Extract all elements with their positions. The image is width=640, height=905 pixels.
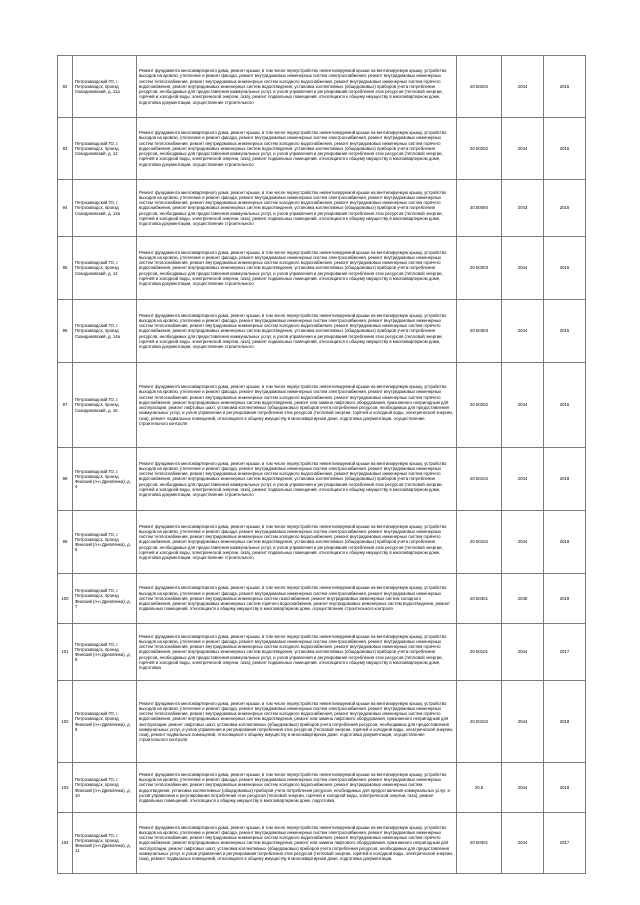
works-description: [137, 511, 457, 574]
building-address: Петрозаводский ГО, г. Петрозаводск, проезд Скандинавский, д. 12а: [73, 180, 137, 237]
cost-code: 20.50303: [457, 300, 502, 363]
year-b: 2018: [544, 763, 586, 813]
table-row: [58, 763, 586, 813]
building-address: Петрозаводский ГО, г. Петрозаводск, проезд Скандинавский, д. 14: [73, 237, 137, 300]
row-number: 96: [58, 300, 73, 363]
table-row: [58, 574, 586, 624]
row-number: 94: [58, 180, 73, 237]
table-row: [58, 511, 586, 574]
building-address: Петрозаводский ГО, г. Петрозаводск, проезд Скандинавский, д. 16: [73, 363, 137, 448]
year-a: 2044: [502, 448, 544, 511]
works-description-text: Ремонт фундамента многоквартирного дома, ремонт крыши, в том числе переустройство невентилируемой крыши на вентилируемую крышу, устройство выходов на кровлю, утепление и ремонт фасада, ремонт внутридомовых инженерных систем электроснабжения, ремонт внутридомовых инженерных систем теплоснабжения, ремонт внутридомовых инженерных систем холодного водоснабжения, ремонт внутридомовых инженерных систем горячего водоснабжения, ремонт внутридомовых инженерных систем водоотведения, установка коллективных (общедомовых) приборов учета потребления ресурсов, необходимых для предоставления коммунальных услуг, и узлов управления и регулирования потребления этих ресурсов (тепловой энергии, горячей и холодной воды, электрической энергии, газа), ремонт подвальных помещений, относящихся к общему имуществу в многоквартирном доме, подготовка: [139, 633, 447, 671]
table-row: [58, 180, 586, 237]
year-b: 2018: [544, 681, 586, 763]
row-number: 103: [58, 763, 73, 813]
cost-code: 20.5: [457, 763, 502, 813]
year-a: 2044: [502, 624, 544, 681]
year-b: 2016: [544, 56, 586, 118]
works-description-text: Ремонт фундамента многоквартирного дома, ремонт крыши, в том числе переустройство невентилируемой крыши на вентилируемую крышу, устройство выходов на кровлю, утепление и ремонт фасада, ремонт внутридомовых инженерных систем электроснабжения, ремонт внутридомовых инженерных систем теплоснабжения, ремонт внутридомовых инженерных систем холодного водоснабжения, ремонт внутридомовых инженерных систем горячего водоснабжения, ремонт внутридомовых инженерных систем водоотведения, ремонт или замена лифтового оборудования, признанного непригодным для эксплуатации, ремонт лифтовых шахт, установка коллективных (общедомовых) приборов учета потребления ресурсов, необходимых для предоставления коммунальных услуг, и узлов управления и регулирования потребления этих ресурсов (тепловой энергии, горячей и холодной воды, электрической энергии, газа), ремонт подвальных помещений, относящихся к общему имуществу в многоквартирном доме, подготовка документации, осуществление строительного контроля: [139, 384, 454, 426]
works-description-text: Ремонт фундамента многоквартирного дома, ремонт крыши, в том числе переустройство невентилируемой крыши на вентилируемую крышу, устройство выходов на кровлю, утепление и ремонт фасада, ремонт внутридомовых инженерных систем электроснабжения, ремонт внутридомовых инженерных систем теплоснабжения, ремонт внутридомовых инженерных систем холодного водоснабжения, ремонт внутридомовых инженерных систем горячего водоснабжения, ремонт внутридомовых инженерных систем водоотведения, установка коллективных (общедомовых) приборов учета потребления ресурсов, необходимых для предоставления коммунальных услуг, и узлов управления и регулирования потребления этих ресурсов (тепловой энергии, горячей и холодной воды, электрической энергии, газа), ремонт подвальных помещений, относящихся к общему имуществу в многоквартирном доме, подготовка документации, осуществление строительного: [139, 460, 447, 498]
row-number: 101: [58, 624, 73, 681]
works-description: [137, 813, 457, 874]
year-a: 2043: [502, 180, 544, 237]
table-row: [58, 448, 586, 511]
row-number: 98: [58, 448, 73, 511]
works-description: [137, 763, 457, 813]
row-number: 99: [58, 511, 73, 574]
table-row: [58, 237, 586, 300]
year-a: 2044: [502, 681, 544, 763]
works-description-text: Ремонт фундамента многоквартирного дома, ремонт крыши, в том числе переустройство невентилируемой крыши на вентилируемую крышу, устройство выходов на кровлю, утепление и ремонт фасада, ремонт внутридомовых инженерных систем электроснабжения, ремонт внутридомовых инженерных систем теплоснабжения, ремонт внутридомовых инженерных систем холодного водоснабжения, ремонт внутридомовых инженерных систем водоотведения, установка коллективных (общедомовых) приборов учета потребления ресурсов, необходимых для предоставления коммунальных услуг, и узлов управления и регулирования потребления этих ресурсов (тепловой энергии, горячей и холодной воды, электрической энергии, газа), ремонт подвальных помещений, относящихся к общему имуществу в многоквартирном доме, подготовка: [139, 771, 450, 803]
year-a: 2044: [502, 237, 544, 300]
year-a: 2044: [502, 56, 544, 118]
building-address: Петрозаводский ГО, г. Петрозаводск, проезд Финский (п-н Древлянка), д. 7: [73, 574, 137, 624]
table-row: [58, 813, 586, 874]
building-address: Петрозаводский ГО, г. Петрозаводск, проезд Финский (п-н Древлянка), д. 6: [73, 511, 137, 574]
cost-code: 20.50102: [457, 681, 502, 763]
table-row: [58, 300, 586, 363]
cost-code: 20.50202: [457, 363, 502, 448]
works-description: [137, 118, 457, 180]
year-a: 2044: [502, 363, 544, 448]
year-b: 2016: [544, 118, 586, 180]
row-number: 102: [58, 681, 73, 763]
building-address: Петрозаводский ГО, г. Петрозаводск, проезд Финский (п-н Древлянка), д. 8: [73, 624, 137, 681]
building-address: Петрозаводский ГО, г. Петрозаводск, проезд Финский (п-н Древлянка), д. 4: [73, 448, 137, 511]
year-b: 2017: [544, 624, 586, 681]
table-row: [58, 681, 586, 763]
works-description-text: Ремонт фундамента многоквартирного дома, ремонт крыши, в том числе переустройство невентилируемой крыши на вентилируемую крышу, устройство выходов на кровлю, утепление и ремонт фасада, ремонт внутридомовых инженерных систем электроснабжения, ремонт внутридомовых инженерных систем теплоснабжения, ремонт внутридомовых инженерных систем холодного водоснабжения, ремонт внутридомовых инженерных систем горячего водоснабжения, ремонт внутридомовых инженерных систем водоотведения, установка коллективных (общедомовых) приборов учета потребления ресурсов, необходимых для предоставления коммунальных услуг, и узлов управления и регулирования потребления этих ресурсов (тепловой энергии, горячей и холодной воды, электрической энергии, газа), ремонт подвальных помещений, относящихся к общему имуществу в многоквартирном доме, подготовка документации, осуществление строительного: [139, 249, 447, 287]
row-number: 93: [58, 118, 73, 180]
year-b: 2016: [544, 300, 586, 363]
row-number: 97: [58, 363, 73, 448]
works-description-text: Ремонт фундамента многоквартирного дома, ремонт крыши, в том числе переустройство невентилируемой крыши на вентилируемую крышу, устройство выходов на кровлю, утепление и ремонт фасада, ремонт внутридомовых инженерных систем электроснабжения, ремонт внутридомовых инженерных систем теплоснабжения, ремонт внутридомовых инженерных систем газоснабжения, ремонт внутридомовых инженерных систем холодного водоснабжения, ремонт внутридомовых инженерных систем горячего водоснабжения, ремонт внутридомовых инженерных систем водоотведения, ремонт подвальных помещений, относящихся к общему имуществу в многоквартирном доме, осуществление строительного контроля: [139, 585, 450, 612]
works-description-text: Ремонт фундамента многоквартирного дома, ремонт крыши, в том числе переустройство невентилируемой крыши на вентилируемую крышу, устройство выходов на кровлю, утепление и ремонт фасада, ремонт внутридомовых инженерных систем электроснабжения, ремонт внутридомовых инженерных систем теплоснабжения, ремонт внутридомовых инженерных систем холодного водоснабжения, ремонт внутридомовых инженерных систем горячего водоснабжения, ремонт внутридомовых инженерных систем водоотведения, установка коллективных (общедомовых) приборов учета потребления ресурсов, необходимых для предоставления коммунальных услуг, и узлов управления и регулирования потребления этих ресурсов (тепловой энергии, горячей и холодной воды, электрической энергии, газа), ремонт подвальных помещений, относящихся к общему имуществу в многоквартирном доме, подготовка документации, осуществление строительного: [139, 68, 447, 105]
cost-code: 20.50202: [457, 56, 502, 118]
row-number: 92: [58, 56, 73, 118]
building-address: Петрозаводский ГО, г. Петрозаводск, проезд Скандинавский, д. 11а: [73, 56, 137, 118]
building-address: Петрозаводский ГО, г. Петрозаводск, проезд Скандинавский, д. 12: [73, 118, 137, 180]
cost-code: 20.50102: [457, 511, 502, 574]
works-description-text: Ремонт фундамента многоквартирного дома, ремонт крыши, в том числе переустройство невентилируемой крыши на вентилируемую крышу, устройство выходов на кровлю, утепление и ремонт фасада, ремонт внутридомовых инженерных систем электроснабжения, ремонт внутридомовых инженерных систем теплоснабжения, ремонт внутридомовых инженерных систем холодного водоснабжения, ремонт внутридомовых инженерных систем горячего водоснабжения, ремонт внутридомовых инженерных систем водоотведения, установка коллективных (общедомовых) приборов учета потребления ресурсов, необходимых для предоставления коммунальных услуг, и узлов управления и регулирования потребления этих ресурсов (тепловой энергии, горячей и холодной воды, электрической энергии, газа), ремонт подвальных помещений, относящихся к общему имуществу в многоквартирном доме, подготовка документации, осуществление строительного: [139, 189, 447, 227]
year-b: 2016: [544, 180, 586, 237]
year-b: 2018: [544, 448, 586, 511]
works-description: [137, 363, 457, 448]
works-description: [137, 448, 457, 511]
works-description: [137, 180, 457, 237]
year-a: 2044: [502, 813, 544, 874]
cost-code: 20.50101: [457, 624, 502, 681]
building-address: Петрозаводский ГО, г. Петрозаводск, проезд Скандинавский, д. 14а: [73, 300, 137, 363]
building-address: Петрозаводский ГО, г. Петрозаводск, проезд Финский (п-н Древлянка), д. 11: [73, 813, 137, 874]
building-address: Петрозаводский ГО, г. Петрозаводск, проезд Финский (п-н Древлянка), д. 9: [73, 681, 137, 763]
repair-program-table: [57, 55, 586, 874]
works-description-text: Ремонт фундамента многоквартирного дома, ремонт крыши, в том числе переустройство невентилируемой крыши на вентилируемую крышу, устройство выходов на кровлю, утепление и ремонт фасада, ремонт внутридомовых инженерных систем электроснабжения, ремонт внутридомовых инженерных систем теплоснабжения, ремонт внутридомовых инженерных систем холодного водоснабжения, ремонт внутридомовых инженерных систем горячего водоснабжения, ремонт внутридомовых инженерных систем водоотведения, установка коллективных (общедомовых) приборов учета потребления ресурсов, необходимых для предоставления коммунальных услуг, и узлов управления и регулирования потребления этих ресурсов (тепловой энергии, горячей и холодной воды, электрической энергии, газа), ремонт подвальных помещений, относящихся к общему имуществу в многоквартирном доме, подготовка документации, осуществление строительного: [139, 130, 447, 167]
works-description: [137, 681, 457, 763]
cost-code: 20.50301: [457, 813, 502, 874]
year-a: 2044: [502, 511, 544, 574]
works-description: [137, 574, 457, 624]
cost-code: 20.50202: [457, 118, 502, 180]
row-number: 104: [58, 813, 73, 874]
cost-code: 20.50301: [457, 574, 502, 624]
table-row: [58, 56, 586, 118]
row-number: 100: [58, 574, 73, 624]
table-row: [58, 624, 586, 681]
year-b: 2016: [544, 237, 586, 300]
row-number: 95: [58, 237, 73, 300]
year-a: 2044: [502, 118, 544, 180]
works-description-text: Ремонт фундамента многоквартирного дома, ремонт крыши, в том числе переустройство невентилируемой крыши на вентилируемую крышу, устройство выходов на кровлю, утепление и ремонт фасада, ремонт внутридомовых инженерных систем электроснабжения, ремонт внутридомовых инженерных систем теплоснабжения, ремонт внутридомовых инженерных систем холодного водоснабжения, ремонт внутридомовых инженерных систем горячего водоснабжения, ремонт внутридомовых инженерных систем водоотведения, установка коллективных (общедомовых) приборов учета потребления ресурсов, необходимых для предоставления коммунальных услуг, и узлов управления и регулирования потребления этих ресурсов (тепловой энергии, горячей и холодной воды, электрической энергии, газа), ремонт подвальных помещений, относящихся к общему имуществу в многоквартирном доме, подготовка документации, осуществление строительного: [139, 312, 447, 350]
works-description: [137, 56, 457, 118]
year-b: 2017: [544, 813, 586, 874]
works-description-text: Ремонт фундамента многоквартирного дома, ремонт крыши, в том числе переустройство невентилируемой крыши на вентилируемую крышу, устройство выходов на кровлю, утепление и ремонт фасада, ремонт внутридомовых инженерных систем электроснабжения, ремонт внутридомовых инженерных систем теплоснабжения, ремонт внутридомовых инженерных систем холодного водоснабжения, ремонт внутридомовых инженерных систем горячего водоснабжения, ремонт внутридомовых инженерных систем водоотведения, установка коллективных (общедомовых) приборов учета потребления ресурсов, необходимых для предоставления коммунальных услуг, и узлов управления и регулирования потребления этих ресурсов (тепловой энергии, горячей и холодной воды, электрической энергии, газа), ремонт подвальных помещений, относящихся к общему имуществу в многоквартирном доме, подготовка документации, осуществление строительного: [139, 523, 447, 561]
cost-code: 20.50102: [457, 448, 502, 511]
works-description-text: Ремонт фундамента многоквартирного дома, ремонт крыши, в том числе переустройство невентилируемой крыши на вентилируемую крышу, устройство выходов на кровлю, утепление и ремонт фасада, ремонт внутридомовых инженерных систем электроснабжения, ремонт внутридомовых инженерных систем теплоснабжения, ремонт внутридомовых инженерных систем холодного водоснабжения, ремонт внутридомовых инженерных систем горячего водоснабжения, ремонт внутридомовых инженерных систем водоотведения, ремонт или замена лифтового оборудования, признанного непригодным для эксплуатации, ремонт лифтовых шахт, установка коллективных (общедомовых) приборов учета потребления ресурсов, необходимых для предоставления коммунальных услуг, и узлов управления и регулирования потребления этих ресурсов (тепловой энергии, горячей и холодной воды, электрической энергии, газа), ремонт подвальных помещений, относящихся к общему имуществу в многоквартирном доме, подготовка документации,: [139, 824, 454, 862]
building-address: Петрозаводский ГО, г. Петрозаводск, проезд Финский (п-н Древлянка), д. 10: [73, 763, 137, 813]
year-a: 2045: [502, 574, 544, 624]
year-b: 2018: [544, 511, 586, 574]
works-description-text: Ремонт фундамента многоквартирного дома, ремонт крыши, в том числе переустройство невентилируемой крыши на вентилируемую крышу, устройство выходов на кровлю, утепление и ремонт фасада, ремонт внутридомовых инженерных систем электроснабжения, ремонт внутридомовых инженерных систем теплоснабжения, ремонт внутридомовых инженерных систем холодного водоснабжения, ремонт внутридомовых инженерных систем горячего водоснабжения, ремонт внутридомовых инженерных систем водоотведения, ремонт или замена лифтового оборудования, признанного непригодным для эксплуатации, ремонт лифтовых шахт, установка коллективных (общедомовых) приборов учета потребления ресурсов, необходимых для предоставления коммунальных услуг, и узлов управления и регулирования потребления этих ресурсов (тепловой энергии, горячей и холодной воды, электрической энергии, газа), ремонт подвальных помещений, относящихся к общему имуществу в многоквартирном доме, подготовка документации, осуществление строительного контроля: [139, 700, 454, 743]
works-description: [137, 624, 457, 681]
table-row: [58, 118, 586, 180]
works-description: [137, 300, 457, 363]
year-b: 2019: [544, 574, 586, 624]
cost-code: 20.50094: [457, 180, 502, 237]
year-b: 2016: [544, 363, 586, 448]
cost-code: 20.50303: [457, 237, 502, 300]
works-description: [137, 237, 457, 300]
year-a: 2044: [502, 300, 544, 363]
table-row: [58, 363, 586, 448]
year-a: 2044: [502, 763, 544, 813]
